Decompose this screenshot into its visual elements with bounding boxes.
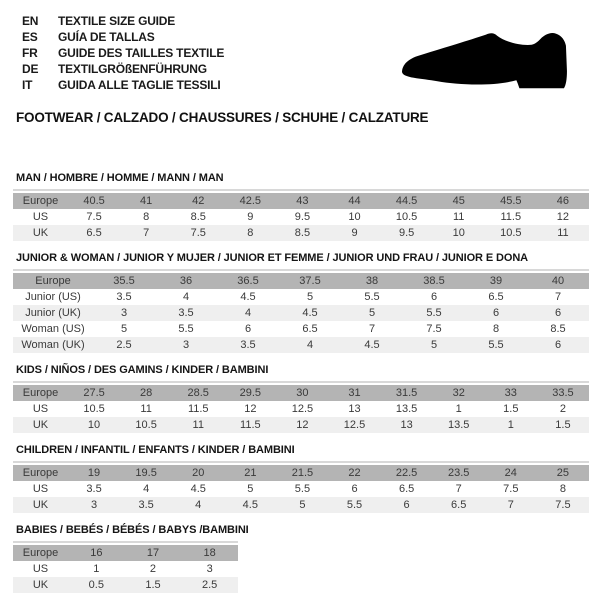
size-value: 7.5 <box>537 497 589 513</box>
size-row-label: UK <box>13 497 68 513</box>
size-row <box>13 321 589 337</box>
size-row-label: US <box>32 563 49 575</box>
size-row-label: US <box>32 211 49 223</box>
size-value: 7 <box>485 497 537 513</box>
size-row-label: US <box>32 483 49 495</box>
size-value: 16 <box>68 545 125 561</box>
size-tables <box>0 172 600 593</box>
size-value: 5 <box>306 291 314 303</box>
size-value: 2 <box>559 403 566 415</box>
size-value: 5 <box>276 497 328 513</box>
size-value: 21 <box>224 465 276 481</box>
size-value: 23.5 <box>433 465 485 481</box>
size-value: 39 <box>465 273 527 289</box>
size-value: 13.5 <box>433 417 485 433</box>
size-value: 9 <box>328 225 380 241</box>
size-value: 11 <box>537 225 589 241</box>
size-section-kids <box>0 364 600 433</box>
size-value: 24 <box>485 465 537 481</box>
size-value: 11.5 <box>224 417 276 433</box>
size-value: 21.5 <box>276 465 328 481</box>
size-value: 36 <box>155 273 217 289</box>
size-value: 12 <box>556 211 570 223</box>
size-value: 3.5 <box>217 337 279 353</box>
size-value: 19 <box>68 465 120 481</box>
size-value: 33 <box>485 385 537 401</box>
size-value: 28 <box>120 385 172 401</box>
size-value: 2.5 <box>181 577 238 593</box>
size-value: 6 <box>465 305 527 321</box>
size-value: 5.5 <box>328 497 380 513</box>
size-value: 10 <box>348 211 361 223</box>
language-code: EN <box>22 14 39 28</box>
size-value: 5.5 <box>178 323 194 335</box>
language-code: IT <box>22 78 33 92</box>
language-label: GUIDA ALLE TAGLIE TESSILI <box>58 78 221 92</box>
table-top-rule <box>13 461 589 463</box>
header <box>0 0 600 94</box>
size-row <box>13 545 238 561</box>
size-value: 8.5 <box>550 323 566 335</box>
size-row <box>13 225 589 241</box>
size-section-man <box>0 172 600 241</box>
size-row <box>13 465 589 481</box>
size-value: 2.5 <box>93 337 155 353</box>
size-value: 4.5 <box>224 497 276 513</box>
size-row <box>13 497 589 513</box>
size-row <box>13 289 589 305</box>
size-value: 11 <box>140 403 152 415</box>
size-value: 7.5 <box>172 225 224 241</box>
size-value: 0.5 <box>68 577 125 593</box>
size-row <box>13 385 589 401</box>
table-top-rule <box>13 381 589 383</box>
size-value: 22.5 <box>381 465 433 481</box>
size-value: 8 <box>492 323 500 335</box>
size-value: 7 <box>554 291 562 303</box>
size-value: 44 <box>328 193 380 209</box>
size-value: 12 <box>276 417 328 433</box>
size-value: 31.5 <box>381 385 433 401</box>
size-value: 38.5 <box>403 273 465 289</box>
size-table-grid <box>13 193 589 241</box>
size-row-label: Europe <box>13 385 68 401</box>
size-value: 4.5 <box>341 337 403 353</box>
language-code: FR <box>22 46 38 60</box>
size-value: 6.5 <box>398 483 415 495</box>
table-top-rule <box>13 269 589 271</box>
size-value: 12.5 <box>328 417 380 433</box>
size-value: 5.5 <box>294 483 311 495</box>
size-row-label: UK <box>13 417 68 433</box>
size-value: 38 <box>341 273 403 289</box>
size-table-grid <box>13 465 589 513</box>
size-value: 4 <box>172 497 224 513</box>
size-value: 9 <box>247 211 254 223</box>
size-value: 7 <box>120 225 172 241</box>
size-value: 6.5 <box>68 225 120 241</box>
size-row <box>13 273 589 289</box>
size-value: 25 <box>537 465 589 481</box>
size-value: 45 <box>433 193 485 209</box>
size-value: 30 <box>276 385 328 401</box>
size-value: 28.5 <box>172 385 224 401</box>
size-row <box>13 305 589 321</box>
size-value: 10.5 <box>120 417 172 433</box>
size-value: 44.5 <box>381 193 433 209</box>
size-value: 6.5 <box>302 323 318 335</box>
size-value: 11 <box>452 211 465 223</box>
size-row <box>13 209 589 225</box>
language-code: DE <box>22 62 39 76</box>
size-table <box>13 269 589 353</box>
size-row <box>13 561 238 577</box>
size-value: 7 <box>455 483 462 495</box>
size-value: 1 <box>93 563 100 575</box>
size-value: 45.5 <box>485 193 537 209</box>
size-value: 18 <box>181 545 238 561</box>
size-value: 41 <box>120 193 172 209</box>
size-value: 5.5 <box>465 337 527 353</box>
size-value: 3.5 <box>120 497 172 513</box>
language-label: TEXTILE SIZE GUIDE <box>58 14 176 28</box>
size-value: 1.5 <box>503 403 519 415</box>
table-top-rule <box>13 541 238 543</box>
size-value: 9.5 <box>294 211 311 223</box>
language-label: TEXTILGRÖßENFÜHRUNG <box>58 62 207 76</box>
size-value: 22 <box>328 465 380 481</box>
language-row <box>22 13 600 29</box>
size-value: 7 <box>368 323 376 335</box>
language-label: GUÍA DE TALLAS <box>58 30 155 44</box>
size-value: 42.5 <box>224 193 276 209</box>
size-value: 11.5 <box>187 403 209 415</box>
size-value: 6 <box>244 323 252 335</box>
size-value: 5 <box>120 323 128 335</box>
size-value: 8 <box>143 211 150 223</box>
size-value: 13.5 <box>395 403 418 415</box>
size-row-label: Europe <box>13 545 68 561</box>
size-value: 1.5 <box>537 417 589 433</box>
size-value: 3.5 <box>116 291 132 303</box>
size-row-label: Europe <box>13 273 93 289</box>
size-value: 29.5 <box>224 385 276 401</box>
size-row-label: UK <box>13 225 68 241</box>
size-value: 6.5 <box>488 291 504 303</box>
size-value: 8.5 <box>190 211 206 223</box>
size-value: 20 <box>172 465 224 481</box>
size-row-label: US <box>32 403 49 415</box>
size-row <box>13 417 589 433</box>
size-value: 6.5 <box>433 497 485 513</box>
size-value: 8.5 <box>276 225 328 241</box>
size-row-label: Junior (US) <box>25 291 81 303</box>
size-table-grid <box>13 545 238 593</box>
size-value: 33.5 <box>537 385 589 401</box>
size-value: 42 <box>172 193 224 209</box>
size-value: 5 <box>247 483 254 495</box>
size-row-label: Europe <box>13 465 68 481</box>
table-top-rule <box>13 189 589 191</box>
size-value: 9.5 <box>381 225 433 241</box>
size-value: 4 <box>217 305 279 321</box>
size-table <box>13 461 589 513</box>
size-value: 5 <box>403 337 465 353</box>
size-value: 4.5 <box>279 305 341 321</box>
size-value: 4.5 <box>240 291 256 303</box>
size-value: 7.5 <box>86 211 102 223</box>
size-section-title: JUNIOR & WOMAN / JUNIOR Y MUJER / JUNIOR ET FEMME / JUNIOR UND FRAU / JUNIOR E DONA <box>16 252 529 264</box>
size-row-label: Woman (UK) <box>13 337 93 353</box>
size-value: 6 <box>527 337 589 353</box>
size-row <box>13 337 589 353</box>
size-value: 46 <box>537 193 589 209</box>
size-value: 3.5 <box>86 483 102 495</box>
size-value: 6 <box>381 497 433 513</box>
size-table <box>13 381 589 433</box>
size-table <box>13 189 589 241</box>
size-table-grid <box>13 385 589 433</box>
size-section-title: MAN / HOMBRE / HOMME / MANN / MAN <box>16 172 224 184</box>
size-value: 37.5 <box>279 273 341 289</box>
size-value: 32 <box>433 385 485 401</box>
size-value: 40 <box>527 273 589 289</box>
size-value: 10.5 <box>485 225 537 241</box>
size-value: 3.5 <box>155 305 217 321</box>
size-value: 35.5 <box>93 273 155 289</box>
size-value: 1.5 <box>125 577 182 593</box>
size-value: 4 <box>143 483 150 495</box>
size-value: 3 <box>206 563 213 575</box>
size-value: 31 <box>328 385 380 401</box>
size-value: 13 <box>381 417 433 433</box>
size-value: 3 <box>155 337 217 353</box>
size-value: 5 <box>341 305 403 321</box>
size-value: 8 <box>224 225 276 241</box>
size-value: 10 <box>433 225 485 241</box>
size-section-title: KIDS / NIÑOS / DES GAMINS / KINDER / BAMBINI <box>16 364 269 376</box>
size-value: 17 <box>125 545 182 561</box>
size-table-grid <box>13 273 589 353</box>
size-section-title: BABIES / BEBÉS / BÉBÉS / BABYS /BAMBINI <box>16 524 249 536</box>
size-value: 5.5 <box>364 291 380 303</box>
size-section-children <box>0 444 600 513</box>
size-value: 43 <box>276 193 328 209</box>
size-value: 3 <box>68 497 120 513</box>
size-row <box>13 193 589 209</box>
language-label: GUIDE DES TAILLES TEXTILE <box>58 46 225 60</box>
size-value: 4.5 <box>190 483 206 495</box>
size-value: 40.5 <box>68 193 120 209</box>
size-value: 11 <box>172 417 224 433</box>
size-value: 13 <box>348 403 361 415</box>
size-value: 11.5 <box>500 211 522 223</box>
size-row <box>13 577 238 593</box>
dress-shoe-icon <box>399 32 571 92</box>
size-value: 6 <box>430 291 438 303</box>
size-value: 19.5 <box>120 465 172 481</box>
size-row <box>13 481 589 497</box>
size-value: 10 <box>68 417 120 433</box>
size-value: 10.5 <box>83 403 105 415</box>
size-value: 6 <box>351 483 358 495</box>
size-value: 8 <box>559 483 566 495</box>
size-row-label: UK <box>13 577 68 593</box>
size-row-label: Europe <box>13 193 68 209</box>
size-row <box>13 401 589 417</box>
size-section-junior-woman <box>0 252 600 353</box>
size-value: 3 <box>93 305 155 321</box>
size-value: 6 <box>527 305 589 321</box>
size-value: 27.5 <box>68 385 120 401</box>
size-value: 1 <box>485 417 537 433</box>
size-value: 10.5 <box>395 211 418 223</box>
size-value: 2 <box>149 563 157 575</box>
size-section-title: CHILDREN / INFANTIL / ENFANTS / KINDER / BAMBINI <box>16 444 295 456</box>
size-value: 5.5 <box>403 305 465 321</box>
size-value: 12 <box>244 403 257 415</box>
size-section-babies <box>0 524 600 593</box>
size-value: 36.5 <box>217 273 279 289</box>
size-value: 4 <box>279 337 341 353</box>
size-value: 7.5 <box>503 483 519 495</box>
size-value: 1 <box>455 403 462 415</box>
category-heading: FOOTWEAR / CALZADO / CHAUSSURES / SCHUHE / CALZATURE <box>16 110 429 125</box>
language-code: ES <box>22 30 38 44</box>
size-value: 12.5 <box>291 403 314 415</box>
size-row-label: Woman (US) <box>21 323 85 335</box>
size-table <box>13 541 238 593</box>
size-value: 7.5 <box>426 323 442 335</box>
size-row-label: Junior (UK) <box>13 305 93 321</box>
size-value: 4 <box>182 291 190 303</box>
